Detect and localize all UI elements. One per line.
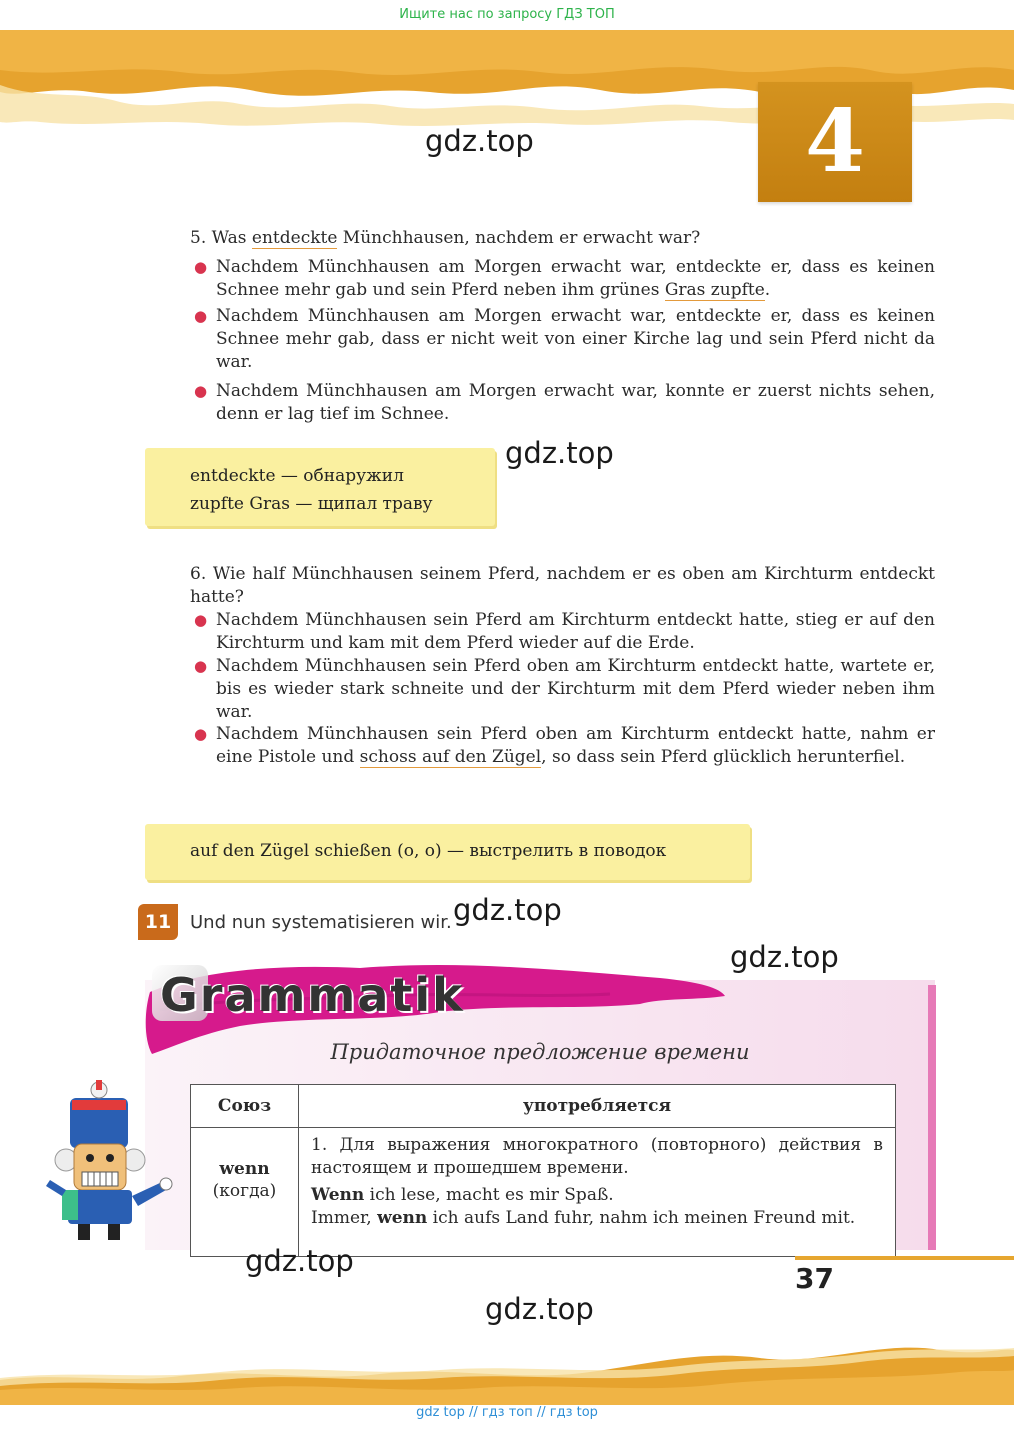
example-keyword: Wenn xyxy=(311,1185,365,1205)
answer-text-end: , so dass sein Pferd glücklich herunterfiel. xyxy=(541,747,906,767)
answer-5-2 xyxy=(190,305,935,374)
answer-text: Nachdem Münchhausen sein Pferd oben am Kirchturm entdeckt hatte, wartete er, bis es wieder stark schneite und der Kirchturm mit dem Pferd wieder neben ihm war. xyxy=(216,656,935,722)
table-cell-conjunction xyxy=(191,1128,299,1257)
answer-underlined: Gras zupfte xyxy=(664,280,765,300)
vocab-box-1 xyxy=(145,448,495,526)
bullet-icon: ● xyxy=(194,258,208,276)
page-number-rule xyxy=(795,1256,1014,1260)
answer-6-3 xyxy=(190,723,935,769)
example-text: ich aufs Land fuhr, nahm ich meinen Freund mit. xyxy=(427,1208,856,1228)
page-number: 37 xyxy=(795,1262,834,1295)
bottom-banner[interactable]: gdz top // гдз топ // гдз top xyxy=(416,1405,598,1420)
usage-text: 1. Для выражения многократного (повторного) действия в настоящем и прошедшем времени. xyxy=(311,1135,883,1178)
grammar-title: Grammatik xyxy=(160,968,465,1022)
grammar-subtitle: Придаточное предложение времени xyxy=(330,1040,750,1064)
example-text: Immer, xyxy=(311,1208,378,1228)
answer-text: Nachdem Münchhausen am Morgen erwacht war, entdeckte er, dass es keinen Schnee mehr gab und sein Pferd neben ihm grünes xyxy=(216,257,935,300)
grammar-panel-edge xyxy=(928,985,936,1250)
bullet-icon: ● xyxy=(194,611,208,629)
bullet-icon: ● xyxy=(194,382,208,400)
bullet-icon: ● xyxy=(194,657,208,675)
answer-text: Nachdem Münchhausen sein Pferd oben am Kirchturm entdeckt hatte, nahm er eine Pistole und xyxy=(216,724,935,767)
vocab-line: auf den Zügel schießen (o, o) — выстрелить в поводок xyxy=(190,841,667,861)
conjunction-translation: (когда) xyxy=(212,1181,277,1201)
watermark: gdz.top xyxy=(505,436,614,470)
answer-5-3 xyxy=(190,380,935,426)
question-5-text-a: Was xyxy=(211,228,252,248)
answer-text: Nachdem Münchhausen am Morgen erwacht war, konnte er zuerst nichts sehen, denn er lag tief im Schnee. xyxy=(216,381,935,424)
watermark: gdz.top xyxy=(245,1244,354,1278)
example-keyword: wenn xyxy=(377,1208,428,1228)
answer-text: Nachdem Münchhausen sein Pferd am Kirchturm entdeckt hatte, stieg er auf den Kirchturm und kam mit dem Pferd wieder auf die Erde. xyxy=(216,610,935,653)
grammar-table xyxy=(190,1084,896,1257)
question-6: 6. Wie half Münchhausen seinem Pferd, nachdem er es oben am Kirchturm entdeckt hatte? xyxy=(190,564,935,607)
answer-6-2 xyxy=(190,655,935,724)
table-header-row xyxy=(191,1085,896,1128)
question-5-number: 5. xyxy=(190,228,207,248)
table-header-cell: Союз xyxy=(191,1085,299,1128)
question-5-text-b: Münchhausen, nachdem er erwacht war? xyxy=(337,228,701,248)
footer-paper-band xyxy=(0,1310,1014,1405)
chapter-number-box: 4 xyxy=(758,82,912,202)
conjunction: wenn xyxy=(219,1159,270,1179)
answer-underlined: schoss auf den Zügel xyxy=(359,747,542,767)
example-2 xyxy=(311,1207,883,1230)
example-1 xyxy=(311,1184,883,1207)
table-row xyxy=(191,1128,896,1257)
top-banner[interactable]: Ищите нас по запросу ГДЗ ТОП xyxy=(399,7,615,22)
answer-6-1 xyxy=(190,609,935,655)
question-5 xyxy=(190,227,935,250)
watermark: gdz.top xyxy=(485,1292,594,1326)
bullet-icon: ● xyxy=(194,307,208,325)
watermark: gdz.top xyxy=(730,940,839,974)
watermark: gdz.top xyxy=(453,893,562,927)
nutcracker-mascot-illustration xyxy=(42,1078,177,1243)
table-cell-usage xyxy=(299,1128,896,1257)
example-text: ich lese, macht es mir Spaß. xyxy=(364,1185,614,1205)
task-number-badge: 11 xyxy=(138,904,178,940)
answer-text: Nachdem Münchhausen am Morgen erwacht war, entdeckte er, dass es keinen Schnee mehr gab, dass er nicht weit von einer Kirche lag und sein Pferd nicht da war. xyxy=(216,306,935,372)
answer-text-end: . xyxy=(764,280,771,300)
vocab-line: entdeckte — обнаружил xyxy=(190,466,404,486)
vocab-box-2 xyxy=(145,824,750,880)
watermark: gdz.top xyxy=(425,124,534,158)
vocab-line: zupfte Gras — щипал траву xyxy=(190,494,433,514)
question-5-underlined-word: entdeckte xyxy=(251,228,338,248)
bullet-icon: ● xyxy=(194,725,208,743)
answer-5-1 xyxy=(190,256,935,302)
task-instruction: Und nun systematisieren wir. xyxy=(190,912,452,933)
table-header-cell: употребляется xyxy=(299,1085,896,1128)
